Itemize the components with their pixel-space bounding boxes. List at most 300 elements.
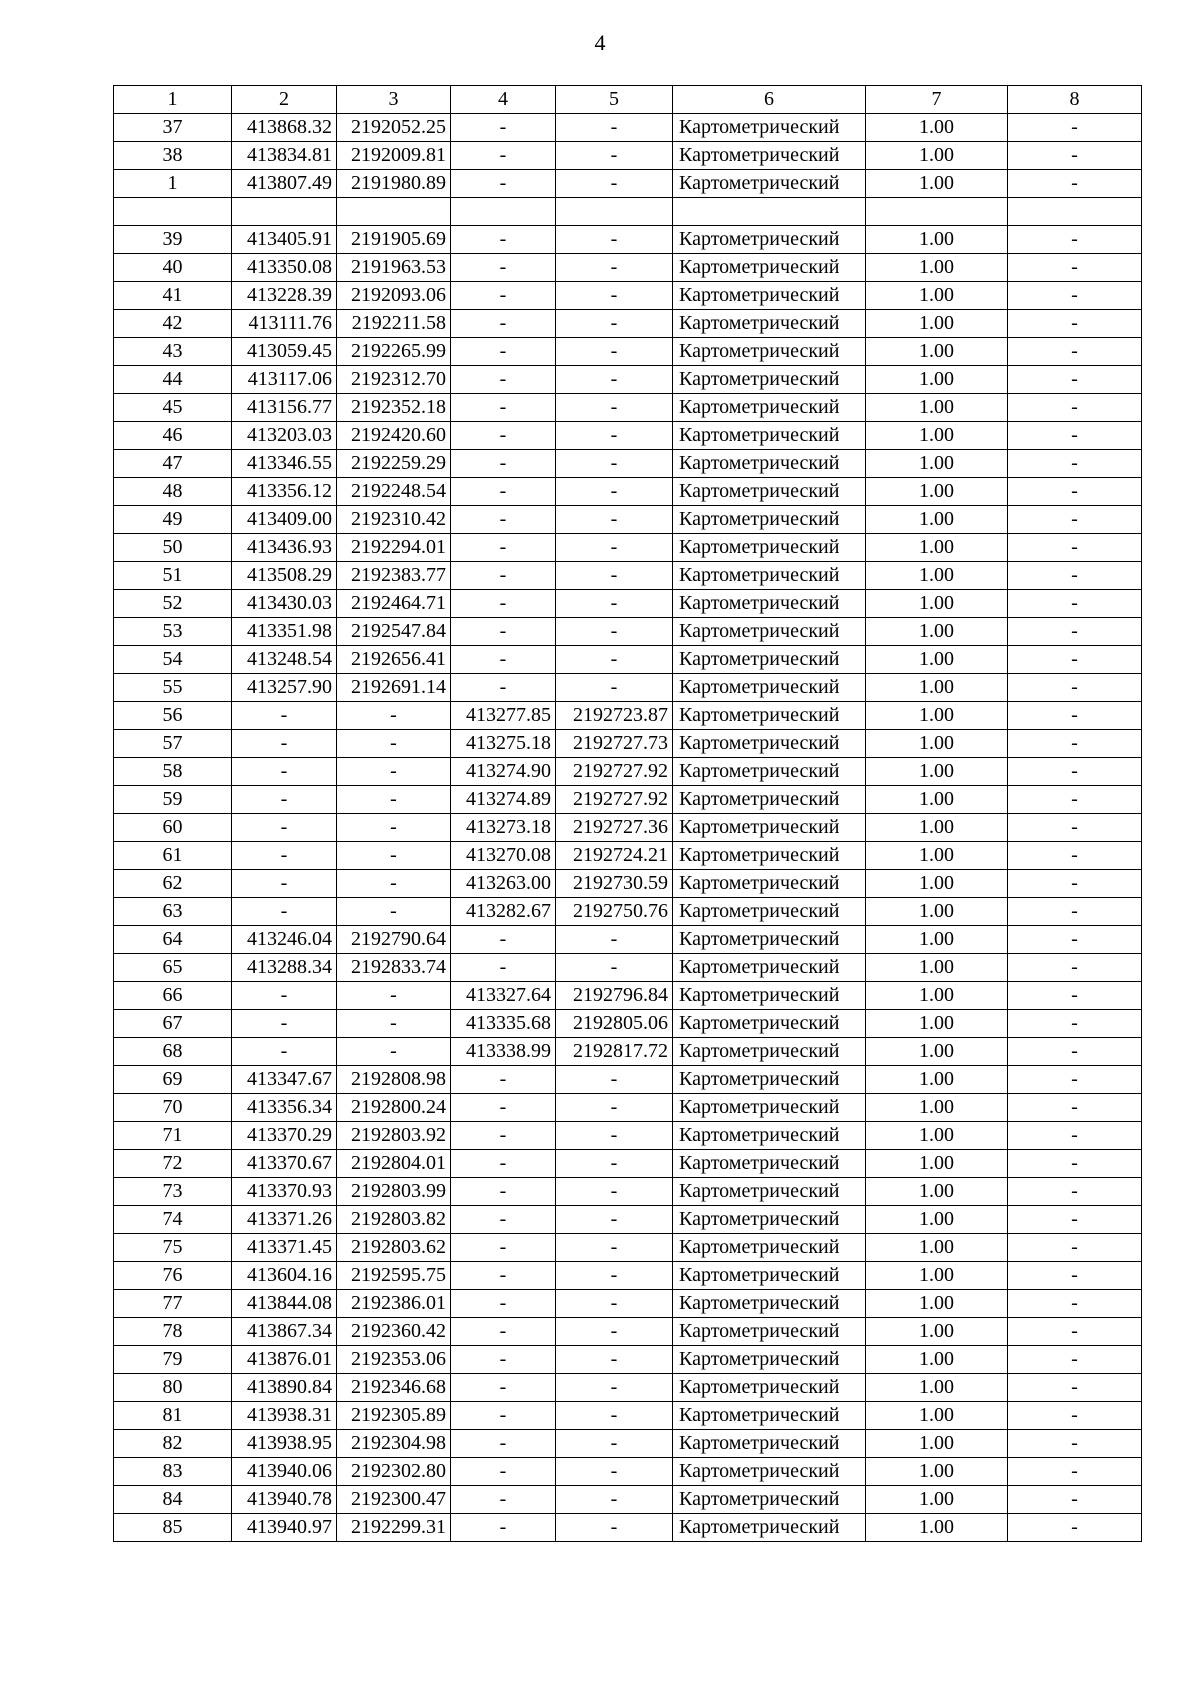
- y-coordinate-a-cell: 2192790.64: [337, 926, 451, 954]
- method-cell: Картометрический: [673, 1486, 866, 1514]
- table-row: [114, 1402, 1142, 1430]
- accuracy-cell: 1.00: [866, 618, 1008, 646]
- method-cell: Картометрический: [673, 142, 866, 170]
- method-cell: Картометрический: [673, 1374, 866, 1402]
- x-coordinate-b-cell: -: [451, 926, 556, 954]
- point-number-cell: 59: [114, 786, 232, 814]
- y-coordinate-b-cell: -: [556, 394, 673, 422]
- y-coordinate-b-cell: -: [556, 1346, 673, 1374]
- x-coordinate-a-cell: 413604.16: [232, 1262, 337, 1290]
- x-coordinate-a-cell: 413370.67: [232, 1150, 337, 1178]
- point-number-cell: 37: [114, 114, 232, 142]
- x-coordinate-b-cell: -: [451, 1262, 556, 1290]
- y-coordinate-b-cell: -: [556, 1318, 673, 1346]
- x-coordinate-a-cell: 413940.97: [232, 1514, 337, 1542]
- accuracy-cell: 1.00: [866, 1122, 1008, 1150]
- method-cell: Картометрический: [673, 1346, 866, 1374]
- y-coordinate-b-cell: -: [556, 590, 673, 618]
- column-header-8: 8: [1008, 86, 1142, 114]
- table-row: [114, 1038, 1142, 1066]
- x-coordinate-a-cell: -: [232, 730, 337, 758]
- y-coordinate-a-cell: -: [337, 1010, 451, 1038]
- accuracy-cell: 1.00: [866, 898, 1008, 926]
- method-cell: Картометрический: [673, 562, 866, 590]
- point-number-cell: 78: [114, 1318, 232, 1346]
- y-coordinate-b-cell: -: [556, 1206, 673, 1234]
- y-coordinate-a-cell: 2192547.84: [337, 618, 451, 646]
- point-number-cell: 56: [114, 702, 232, 730]
- x-coordinate-b-cell: 413338.99: [451, 1038, 556, 1066]
- note-cell: -: [1008, 338, 1142, 366]
- x-coordinate-b-cell: -: [451, 1290, 556, 1318]
- table-row: [114, 1514, 1142, 1542]
- y-coordinate-b-cell: 2192727.36: [556, 814, 673, 842]
- y-coordinate-b-cell: 2192723.87: [556, 702, 673, 730]
- note-cell: -: [1008, 142, 1142, 170]
- accuracy-cell: 1.00: [866, 1374, 1008, 1402]
- method-cell: [673, 198, 866, 226]
- y-coordinate-b-cell: 2192727.73: [556, 730, 673, 758]
- accuracy-cell: 1.00: [866, 870, 1008, 898]
- accuracy-cell: 1.00: [866, 1150, 1008, 1178]
- point-number-cell: 48: [114, 478, 232, 506]
- column-header-3: 3: [337, 86, 451, 114]
- x-coordinate-a-cell: 413890.84: [232, 1374, 337, 1402]
- y-coordinate-a-cell: 2192052.25: [337, 114, 451, 142]
- note-cell: -: [1008, 618, 1142, 646]
- table-row: [114, 282, 1142, 310]
- y-coordinate-a-cell: 2192383.77: [337, 562, 451, 590]
- x-coordinate-b-cell: -: [451, 1318, 556, 1346]
- point-number-cell: 44: [114, 366, 232, 394]
- y-coordinate-a-cell: 2192294.01: [337, 534, 451, 562]
- note-cell: -: [1008, 954, 1142, 982]
- x-coordinate-a-cell: [232, 198, 337, 226]
- x-coordinate-b-cell: -: [451, 450, 556, 478]
- table-row: [114, 758, 1142, 786]
- x-coordinate-a-cell: 413257.90: [232, 674, 337, 702]
- y-coordinate-a-cell: 2192656.41: [337, 646, 451, 674]
- note-cell: -: [1008, 1346, 1142, 1374]
- note-cell: -: [1008, 898, 1142, 926]
- accuracy-cell: 1.00: [866, 1318, 1008, 1346]
- accuracy-cell: 1.00: [866, 1262, 1008, 1290]
- x-coordinate-a-cell: 413938.31: [232, 1402, 337, 1430]
- note-cell: -: [1008, 310, 1142, 338]
- accuracy-cell: 1.00: [866, 1430, 1008, 1458]
- x-coordinate-a-cell: 413370.29: [232, 1122, 337, 1150]
- y-coordinate-b-cell: -: [556, 1122, 673, 1150]
- note-cell: -: [1008, 730, 1142, 758]
- x-coordinate-a-cell: 413868.32: [232, 114, 337, 142]
- accuracy-cell: 1.00: [866, 114, 1008, 142]
- table-row: [114, 1486, 1142, 1514]
- x-coordinate-a-cell: 413246.04: [232, 926, 337, 954]
- coordinates-table-container: [113, 85, 1142, 1542]
- accuracy-cell: 1.00: [866, 758, 1008, 786]
- y-coordinate-a-cell: 2192300.47: [337, 1486, 451, 1514]
- x-coordinate-a-cell: 413203.03: [232, 422, 337, 450]
- accuracy-cell: 1.00: [866, 982, 1008, 1010]
- point-number-cell: 70: [114, 1094, 232, 1122]
- accuracy-cell: 1.00: [866, 1038, 1008, 1066]
- y-coordinate-b-cell: -: [556, 1178, 673, 1206]
- point-number-cell: 60: [114, 814, 232, 842]
- table-row: [114, 898, 1142, 926]
- y-coordinate-b-cell: -: [556, 114, 673, 142]
- table-row: [114, 1010, 1142, 1038]
- accuracy-cell: 1.00: [866, 310, 1008, 338]
- accuracy-cell: 1.00: [866, 394, 1008, 422]
- table-row: [114, 254, 1142, 282]
- x-coordinate-b-cell: -: [451, 1374, 556, 1402]
- y-coordinate-b-cell: -: [556, 562, 673, 590]
- x-coordinate-a-cell: 413059.45: [232, 338, 337, 366]
- method-cell: Картометрический: [673, 1234, 866, 1262]
- x-coordinate-b-cell: -: [451, 1486, 556, 1514]
- accuracy-cell: 1.00: [866, 450, 1008, 478]
- point-number-cell: 42: [114, 310, 232, 338]
- method-cell: Картометрический: [673, 1458, 866, 1486]
- y-coordinate-b-cell: -: [556, 1234, 673, 1262]
- x-coordinate-b-cell: 413335.68: [451, 1010, 556, 1038]
- x-coordinate-a-cell: 413156.77: [232, 394, 337, 422]
- y-coordinate-a-cell: 2192248.54: [337, 478, 451, 506]
- note-cell: -: [1008, 590, 1142, 618]
- table-row: [114, 702, 1142, 730]
- note-cell: -: [1008, 1038, 1142, 1066]
- table-row: [114, 786, 1142, 814]
- method-cell: Картометрический: [673, 394, 866, 422]
- table-row: [114, 842, 1142, 870]
- note-cell: -: [1008, 226, 1142, 254]
- x-coordinate-b-cell: -: [451, 1206, 556, 1234]
- y-coordinate-b-cell: -: [556, 1458, 673, 1486]
- table-row: [114, 198, 1142, 226]
- note-cell: -: [1008, 1290, 1142, 1318]
- y-coordinate-b-cell: -: [556, 1430, 673, 1458]
- accuracy-cell: 1.00: [866, 1066, 1008, 1094]
- x-coordinate-a-cell: -: [232, 842, 337, 870]
- point-number-cell: 41: [114, 282, 232, 310]
- y-coordinate-a-cell: -: [337, 758, 451, 786]
- y-coordinate-b-cell: 2192796.84: [556, 982, 673, 1010]
- point-number-cell: 57: [114, 730, 232, 758]
- method-cell: Картометрический: [673, 1514, 866, 1542]
- table-row: [114, 170, 1142, 198]
- table-row: [114, 814, 1142, 842]
- method-cell: Картометрический: [673, 450, 866, 478]
- method-cell: Картометрический: [673, 1150, 866, 1178]
- accuracy-cell: 1.00: [866, 1514, 1008, 1542]
- x-coordinate-b-cell: -: [451, 1122, 556, 1150]
- method-cell: Картометрический: [673, 786, 866, 814]
- y-coordinate-b-cell: -: [556, 142, 673, 170]
- note-cell: -: [1008, 450, 1142, 478]
- x-coordinate-a-cell: 413371.45: [232, 1234, 337, 1262]
- note-cell: -: [1008, 254, 1142, 282]
- point-number-cell: 76: [114, 1262, 232, 1290]
- point-number-cell: 40: [114, 254, 232, 282]
- method-cell: Картометрический: [673, 534, 866, 562]
- method-cell: Картометрический: [673, 590, 866, 618]
- point-number-cell: 49: [114, 506, 232, 534]
- x-coordinate-a-cell: -: [232, 898, 337, 926]
- x-coordinate-a-cell: 413834.81: [232, 142, 337, 170]
- x-coordinate-b-cell: -: [451, 1066, 556, 1094]
- point-number-cell: 61: [114, 842, 232, 870]
- table-row: [114, 1346, 1142, 1374]
- y-coordinate-b-cell: -: [556, 478, 673, 506]
- note-cell: -: [1008, 646, 1142, 674]
- point-number-cell: 64: [114, 926, 232, 954]
- y-coordinate-a-cell: 2192346.68: [337, 1374, 451, 1402]
- y-coordinate-b-cell: -: [556, 1374, 673, 1402]
- accuracy-cell: 1.00: [866, 646, 1008, 674]
- x-coordinate-b-cell: -: [451, 590, 556, 618]
- column-header-4: 4: [451, 86, 556, 114]
- y-coordinate-b-cell: 2192817.72: [556, 1038, 673, 1066]
- x-coordinate-b-cell: -: [451, 1402, 556, 1430]
- x-coordinate-b-cell: -: [451, 534, 556, 562]
- point-number-cell: 52: [114, 590, 232, 618]
- x-coordinate-a-cell: 413405.91: [232, 226, 337, 254]
- y-coordinate-b-cell: -: [556, 1066, 673, 1094]
- y-coordinate-a-cell: 2192803.99: [337, 1178, 451, 1206]
- point-number-cell: 63: [114, 898, 232, 926]
- y-coordinate-a-cell: 2192312.70: [337, 366, 451, 394]
- method-cell: Картометрический: [673, 114, 866, 142]
- method-cell: Картометрический: [673, 506, 866, 534]
- note-cell: -: [1008, 1486, 1142, 1514]
- y-coordinate-b-cell: -: [556, 646, 673, 674]
- table-row: [114, 646, 1142, 674]
- y-coordinate-b-cell: 2192727.92: [556, 786, 673, 814]
- note-cell: -: [1008, 170, 1142, 198]
- y-coordinate-b-cell: -: [556, 1402, 673, 1430]
- method-cell: Картометрический: [673, 254, 866, 282]
- x-coordinate-b-cell: -: [451, 1430, 556, 1458]
- column-header-6: 6: [673, 86, 866, 114]
- y-coordinate-a-cell: 2192803.92: [337, 1122, 451, 1150]
- y-coordinate-b-cell: -: [556, 954, 673, 982]
- x-coordinate-a-cell: 413288.34: [232, 954, 337, 982]
- y-coordinate-b-cell: 2192805.06: [556, 1010, 673, 1038]
- table-row: [114, 1318, 1142, 1346]
- x-coordinate-b-cell: -: [451, 254, 556, 282]
- y-coordinate-b-cell: 2192730.59: [556, 870, 673, 898]
- y-coordinate-a-cell: -: [337, 1038, 451, 1066]
- point-number-cell: [114, 198, 232, 226]
- note-cell: -: [1008, 926, 1142, 954]
- y-coordinate-a-cell: 2192299.31: [337, 1514, 451, 1542]
- x-coordinate-b-cell: 413277.85: [451, 702, 556, 730]
- x-coordinate-b-cell: -: [451, 366, 556, 394]
- x-coordinate-b-cell: -: [451, 114, 556, 142]
- y-coordinate-a-cell: 2192803.82: [337, 1206, 451, 1234]
- accuracy-cell: 1.00: [866, 534, 1008, 562]
- x-coordinate-b-cell: -: [451, 310, 556, 338]
- note-cell: -: [1008, 842, 1142, 870]
- accuracy-cell: 1.00: [866, 702, 1008, 730]
- x-coordinate-b-cell: -: [451, 674, 556, 702]
- y-coordinate-a-cell: [337, 198, 451, 226]
- accuracy-cell: 1.00: [866, 1290, 1008, 1318]
- accuracy-cell: 1.00: [866, 1206, 1008, 1234]
- y-coordinate-a-cell: 2191963.53: [337, 254, 451, 282]
- method-cell: Картометрический: [673, 1402, 866, 1430]
- x-coordinate-a-cell: -: [232, 702, 337, 730]
- y-coordinate-a-cell: 2192464.71: [337, 590, 451, 618]
- x-coordinate-b-cell: 413282.67: [451, 898, 556, 926]
- point-number-cell: 72: [114, 1150, 232, 1178]
- x-coordinate-a-cell: 413844.08: [232, 1290, 337, 1318]
- point-number-cell: 45: [114, 394, 232, 422]
- table-row: [114, 338, 1142, 366]
- y-coordinate-b-cell: 2192727.92: [556, 758, 673, 786]
- point-number-cell: 73: [114, 1178, 232, 1206]
- y-coordinate-b-cell: -: [556, 310, 673, 338]
- point-number-cell: 69: [114, 1066, 232, 1094]
- method-cell: Картометрический: [673, 1318, 866, 1346]
- point-number-cell: 71: [114, 1122, 232, 1150]
- point-number-cell: 84: [114, 1486, 232, 1514]
- y-coordinate-b-cell: -: [556, 926, 673, 954]
- note-cell: -: [1008, 114, 1142, 142]
- y-coordinate-a-cell: 2192691.14: [337, 674, 451, 702]
- method-cell: Картометрический: [673, 310, 866, 338]
- y-coordinate-a-cell: 2192595.75: [337, 1262, 451, 1290]
- x-coordinate-b-cell: -: [451, 394, 556, 422]
- accuracy-cell: 1.00: [866, 282, 1008, 310]
- table-row: [114, 1262, 1142, 1290]
- y-coordinate-a-cell: -: [337, 870, 451, 898]
- x-coordinate-b-cell: 413274.90: [451, 758, 556, 786]
- accuracy-cell: 1.00: [866, 926, 1008, 954]
- accuracy-cell: 1.00: [866, 142, 1008, 170]
- note-cell: -: [1008, 1262, 1142, 1290]
- point-number-cell: 81: [114, 1402, 232, 1430]
- table-row: [114, 954, 1142, 982]
- table-body: [114, 114, 1142, 1542]
- method-cell: Картометрический: [673, 954, 866, 982]
- y-coordinate-b-cell: -: [556, 506, 673, 534]
- note-cell: -: [1008, 1206, 1142, 1234]
- table-row: [114, 310, 1142, 338]
- point-number-cell: 75: [114, 1234, 232, 1262]
- note-cell: -: [1008, 1458, 1142, 1486]
- accuracy-cell: 1.00: [866, 506, 1008, 534]
- method-cell: Картометрический: [673, 814, 866, 842]
- method-cell: Картометрический: [673, 366, 866, 394]
- accuracy-cell: 1.00: [866, 730, 1008, 758]
- x-coordinate-a-cell: -: [232, 758, 337, 786]
- table-row: [114, 1458, 1142, 1486]
- x-coordinate-a-cell: 413867.34: [232, 1318, 337, 1346]
- y-coordinate-b-cell: -: [556, 1290, 673, 1318]
- table-row: [114, 562, 1142, 590]
- column-header-1: 1: [114, 86, 232, 114]
- accuracy-cell: 1.00: [866, 478, 1008, 506]
- accuracy-cell: 1.00: [866, 1346, 1008, 1374]
- x-coordinate-a-cell: 413938.95: [232, 1430, 337, 1458]
- point-number-cell: 38: [114, 142, 232, 170]
- note-cell: -: [1008, 534, 1142, 562]
- y-coordinate-b-cell: -: [556, 1094, 673, 1122]
- note-cell: -: [1008, 1122, 1142, 1150]
- y-coordinate-b-cell: 2192750.76: [556, 898, 673, 926]
- method-cell: Картометрический: [673, 730, 866, 758]
- method-cell: Картометрический: [673, 1206, 866, 1234]
- point-number-cell: 82: [114, 1430, 232, 1458]
- y-coordinate-a-cell: 2192304.98: [337, 1430, 451, 1458]
- accuracy-cell: [866, 198, 1008, 226]
- y-coordinate-a-cell: 2192352.18: [337, 394, 451, 422]
- y-coordinate-b-cell: -: [556, 170, 673, 198]
- method-cell: Картометрический: [673, 618, 866, 646]
- method-cell: Картометрический: [673, 758, 866, 786]
- y-coordinate-a-cell: 2192804.01: [337, 1150, 451, 1178]
- x-coordinate-b-cell: -: [451, 1514, 556, 1542]
- x-coordinate-a-cell: 413370.93: [232, 1178, 337, 1206]
- table-row: [114, 534, 1142, 562]
- point-number-cell: 50: [114, 534, 232, 562]
- y-coordinate-a-cell: 2192386.01: [337, 1290, 451, 1318]
- table-row: [114, 142, 1142, 170]
- note-cell: -: [1008, 366, 1142, 394]
- coordinates-table: [113, 85, 1142, 1542]
- x-coordinate-a-cell: 413350.08: [232, 254, 337, 282]
- table-row: [114, 114, 1142, 142]
- note-cell: -: [1008, 1318, 1142, 1346]
- table-row: [114, 1150, 1142, 1178]
- x-coordinate-a-cell: 413436.93: [232, 534, 337, 562]
- point-number-cell: 58: [114, 758, 232, 786]
- x-coordinate-b-cell: -: [451, 562, 556, 590]
- x-coordinate-a-cell: 413228.39: [232, 282, 337, 310]
- note-cell: -: [1008, 1178, 1142, 1206]
- y-coordinate-a-cell: -: [337, 814, 451, 842]
- point-number-cell: 65: [114, 954, 232, 982]
- note-cell: -: [1008, 1010, 1142, 1038]
- y-coordinate-a-cell: 2192009.81: [337, 142, 451, 170]
- y-coordinate-a-cell: 2192310.42: [337, 506, 451, 534]
- point-number-cell: 51: [114, 562, 232, 590]
- x-coordinate-a-cell: 413508.29: [232, 562, 337, 590]
- accuracy-cell: 1.00: [866, 842, 1008, 870]
- method-cell: Картометрический: [673, 1178, 866, 1206]
- x-coordinate-a-cell: 413409.00: [232, 506, 337, 534]
- note-cell: -: [1008, 1150, 1142, 1178]
- method-cell: Картометрический: [673, 1038, 866, 1066]
- x-coordinate-b-cell: -: [451, 142, 556, 170]
- accuracy-cell: 1.00: [866, 338, 1008, 366]
- method-cell: Картометрический: [673, 282, 866, 310]
- table-header-row: [114, 86, 1142, 114]
- column-header-7: 7: [866, 86, 1008, 114]
- table-row: [114, 478, 1142, 506]
- x-coordinate-b-cell: -: [451, 646, 556, 674]
- note-cell: -: [1008, 1094, 1142, 1122]
- x-coordinate-a-cell: 413356.34: [232, 1094, 337, 1122]
- note-cell: -: [1008, 758, 1142, 786]
- note-cell: -: [1008, 282, 1142, 310]
- y-coordinate-a-cell: -: [337, 702, 451, 730]
- note-cell: -: [1008, 506, 1142, 534]
- y-coordinate-b-cell: -: [556, 450, 673, 478]
- accuracy-cell: 1.00: [866, 590, 1008, 618]
- y-coordinate-b-cell: -: [556, 1262, 673, 1290]
